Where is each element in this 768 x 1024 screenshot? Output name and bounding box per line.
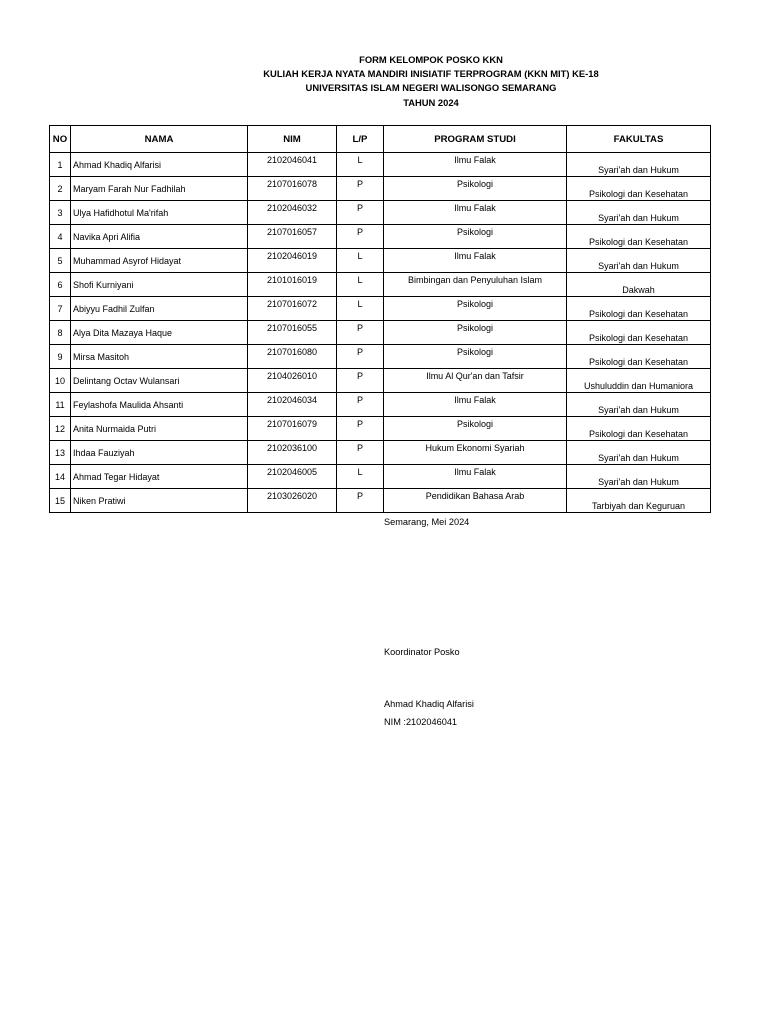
member-table bbox=[49, 125, 711, 513]
cell-nama: Anita Nurmaida Putri bbox=[71, 417, 248, 441]
cell-nama: Alya Dita Mazaya Haque bbox=[71, 321, 248, 345]
cell-lp: P bbox=[337, 225, 384, 249]
cell-nama: Feylashofa Maulida Ahsanti bbox=[71, 393, 248, 417]
table-body bbox=[50, 153, 711, 513]
cell-nama: Niken Pratiwi bbox=[71, 489, 248, 513]
cell-lp: P bbox=[337, 441, 384, 465]
table-header-row bbox=[50, 126, 711, 153]
cell-nim: 2107016055 bbox=[248, 321, 337, 345]
cell-nim: 2102046032 bbox=[248, 201, 337, 225]
cell-no: 13 bbox=[50, 441, 71, 465]
cell-nama: Maryam Farah Nur Fadhilah bbox=[71, 177, 248, 201]
cell-fakultas: Psikologi dan Kesehatan bbox=[567, 417, 711, 441]
cell-fakultas: Syari'ah dan Hukum bbox=[567, 249, 711, 273]
table-row bbox=[50, 441, 711, 465]
cell-fakultas: Dakwah bbox=[567, 273, 711, 297]
cell-fakultas: Syari'ah dan Hukum bbox=[567, 465, 711, 489]
cell-nim: 2101016019 bbox=[248, 273, 337, 297]
table-row bbox=[50, 465, 711, 489]
cell-lp: L bbox=[337, 465, 384, 489]
table-row bbox=[50, 297, 711, 321]
column-header-nim: NIM bbox=[248, 126, 337, 153]
cell-nim: 2102036100 bbox=[248, 441, 337, 465]
cell-no: 7 bbox=[50, 297, 71, 321]
cell-nama: Shofi Kurniyani bbox=[71, 273, 248, 297]
cell-program-studi: Psikologi bbox=[384, 177, 567, 201]
cell-nim: 2102046041 bbox=[248, 153, 337, 177]
cell-program-studi: Ilmu Falak bbox=[384, 465, 567, 489]
cell-no: 4 bbox=[50, 225, 71, 249]
cell-no: 8 bbox=[50, 321, 71, 345]
table-row bbox=[50, 177, 711, 201]
signature-role: Koordinator Posko bbox=[384, 647, 460, 657]
cell-no: 6 bbox=[50, 273, 71, 297]
cell-nim: 2107016057 bbox=[248, 225, 337, 249]
column-header-no: NO bbox=[50, 126, 71, 153]
university-name: UNIVERSITAS ISLAM NEGERI WALISONGO SEMARANG bbox=[305, 82, 557, 94]
cell-nim: 2103026020 bbox=[248, 489, 337, 513]
table-row bbox=[50, 489, 711, 513]
cell-fakultas: Psikologi dan Kesehatan bbox=[567, 225, 711, 249]
cell-fakultas: Psikologi dan Kesehatan bbox=[567, 177, 711, 201]
cell-lp: L bbox=[337, 273, 384, 297]
cell-fakultas: Psikologi dan Kesehatan bbox=[567, 297, 711, 321]
cell-nim: 2107016080 bbox=[248, 345, 337, 369]
form-title: FORM KELOMPOK POSKO KKN bbox=[359, 54, 503, 65]
cell-nim: 2107016072 bbox=[248, 297, 337, 321]
cell-fakultas: Syari'ah dan Hukum bbox=[567, 153, 711, 177]
cell-program-studi: Ilmu Falak bbox=[384, 393, 567, 417]
signature-place-date: Semarang, Mei 2024 bbox=[384, 517, 470, 527]
cell-program-studi: Psikologi bbox=[384, 321, 567, 345]
cell-nama: Delintang Octav Wulansari bbox=[71, 369, 248, 393]
table-row bbox=[50, 225, 711, 249]
program-title: KULIAH KERJA NYATA MANDIRI INISIATIF TERPROGRAM (KKN MIT) KE-18 bbox=[263, 68, 599, 80]
cell-program-studi: Psikologi bbox=[384, 417, 567, 441]
table-row bbox=[50, 345, 711, 369]
table-row bbox=[50, 273, 711, 297]
signature-name: Ahmad Khadiq Alfarisi bbox=[384, 699, 474, 709]
cell-lp: P bbox=[337, 177, 384, 201]
cell-program-studi: Ilmu Falak bbox=[384, 153, 567, 177]
cell-nim: 2107016079 bbox=[248, 417, 337, 441]
year-title: TAHUN 2024 bbox=[403, 96, 459, 108]
cell-no: 1 bbox=[50, 153, 71, 177]
cell-lp: P bbox=[337, 321, 384, 345]
table-row bbox=[50, 321, 711, 345]
table-row bbox=[50, 153, 711, 177]
table-row bbox=[50, 369, 711, 393]
cell-nama: Muhammad Asyrof Hidayat bbox=[71, 249, 248, 273]
table-row bbox=[50, 249, 711, 273]
cell-nama: Mirsa Masitoh bbox=[71, 345, 248, 369]
cell-no: 5 bbox=[50, 249, 71, 273]
column-header-program-studi: PROGRAM STUDI bbox=[384, 126, 567, 153]
cell-fakultas: Tarbiyah dan Keguruan bbox=[567, 489, 711, 513]
cell-nama: Abiyyu Fadhil Zulfan bbox=[71, 297, 248, 321]
table-row bbox=[50, 393, 711, 417]
cell-fakultas: Syari'ah dan Hukum bbox=[567, 393, 711, 417]
cell-nama: Ulya Hafidhotul Ma'rifah bbox=[71, 201, 248, 225]
cell-fakultas: Psikologi dan Kesehatan bbox=[567, 345, 711, 369]
cell-program-studi: Ilmu Falak bbox=[384, 201, 567, 225]
cell-no: 10 bbox=[50, 369, 71, 393]
cell-program-studi: Pendidikan Bahasa Arab bbox=[384, 489, 567, 513]
cell-lp: P bbox=[337, 345, 384, 369]
column-header-nama: NAMA bbox=[71, 126, 248, 153]
cell-lp: P bbox=[337, 369, 384, 393]
cell-no: 15 bbox=[50, 489, 71, 513]
cell-nim: 2102046034 bbox=[248, 393, 337, 417]
cell-no: 9 bbox=[50, 345, 71, 369]
table-row bbox=[50, 201, 711, 225]
cell-no: 11 bbox=[50, 393, 71, 417]
cell-no: 14 bbox=[50, 465, 71, 489]
table-row bbox=[50, 417, 711, 441]
cell-no: 12 bbox=[50, 417, 71, 441]
cell-nim: 2102046019 bbox=[248, 249, 337, 273]
cell-lp: L bbox=[337, 297, 384, 321]
cell-nim: 2104026010 bbox=[248, 369, 337, 393]
column-header-fakultas: FAKULTAS bbox=[567, 126, 711, 153]
cell-program-studi: Hukum Ekonomi Syariah bbox=[384, 441, 567, 465]
cell-nama: Ahmad Tegar Hidayat bbox=[71, 465, 248, 489]
cell-nama: Navika Apri Alifia bbox=[71, 225, 248, 249]
cell-nim: 2107016078 bbox=[248, 177, 337, 201]
cell-no: 3 bbox=[50, 201, 71, 225]
cell-lp: P bbox=[337, 201, 384, 225]
cell-fakultas: Syari'ah dan Hukum bbox=[567, 201, 711, 225]
cell-fakultas: Psikologi dan Kesehatan bbox=[567, 321, 711, 345]
column-header-lp: L/P bbox=[337, 126, 384, 153]
cell-lp: L bbox=[337, 153, 384, 177]
cell-program-studi: Psikologi bbox=[384, 345, 567, 369]
cell-program-studi: Ilmu Falak bbox=[384, 249, 567, 273]
cell-nama: Ahmad Khadiq Alfarisi bbox=[71, 153, 248, 177]
cell-program-studi: Psikologi bbox=[384, 297, 567, 321]
cell-lp: L bbox=[337, 249, 384, 273]
cell-lp: P bbox=[337, 393, 384, 417]
cell-fakultas: Ushuluddin dan Humaniora bbox=[567, 369, 711, 393]
cell-lp: P bbox=[337, 489, 384, 513]
signature-nim: NIM :2102046041 bbox=[384, 717, 458, 727]
document-header bbox=[0, 53, 768, 110]
cell-nim: 2102046005 bbox=[248, 465, 337, 489]
cell-lp: P bbox=[337, 417, 384, 441]
cell-program-studi: Ilmu Al Qur'an dan Tafsir bbox=[384, 369, 567, 393]
cell-no: 2 bbox=[50, 177, 71, 201]
cell-nama: Ihdaa Fauziyah bbox=[71, 441, 248, 465]
cell-program-studi: Bimbingan dan Penyuluhan Islam bbox=[384, 273, 567, 297]
cell-fakultas: Syari'ah dan Hukum bbox=[567, 441, 711, 465]
cell-program-studi: Psikologi bbox=[384, 225, 567, 249]
